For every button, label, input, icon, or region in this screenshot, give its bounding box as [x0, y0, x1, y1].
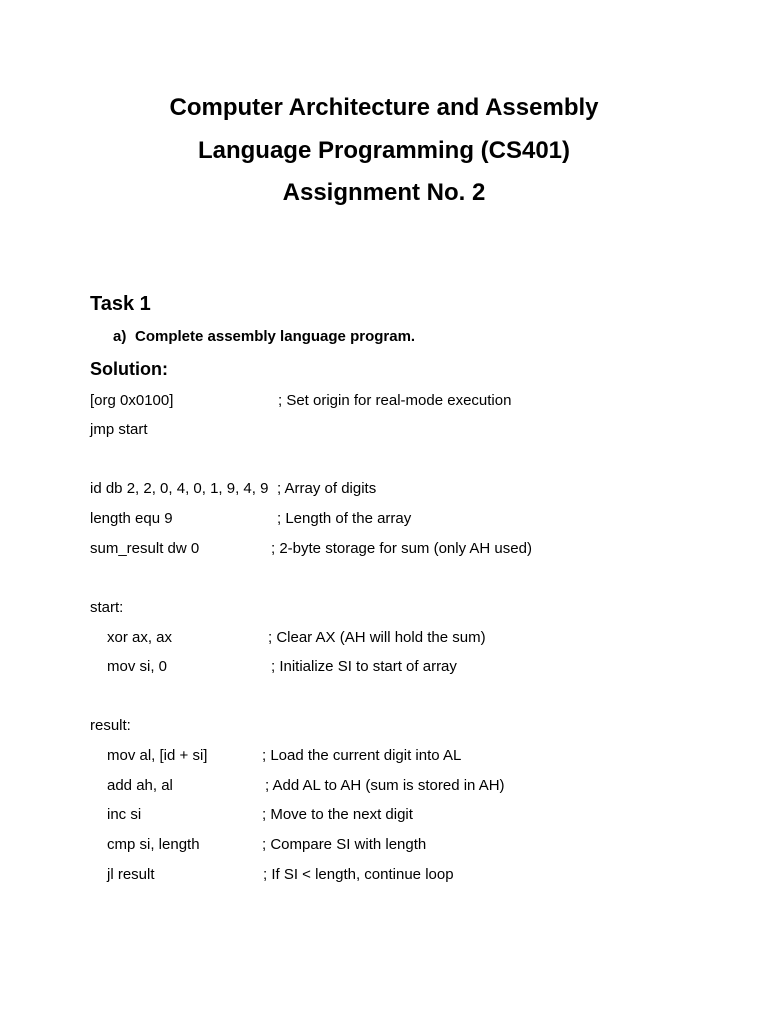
code-comment: ; Compare SI with length — [262, 836, 427, 853]
code-line — [90, 599, 123, 617]
code-line — [107, 866, 454, 884]
code-text: jmp start — [90, 421, 148, 438]
code-text: inc si — [107, 806, 142, 823]
code-text: cmp si, length — [107, 836, 200, 853]
code-line — [90, 421, 148, 439]
code-line — [107, 629, 486, 647]
code-label: start: — [90, 599, 124, 616]
title-line-3: Assignment No. 2 — [282, 179, 486, 206]
code-comment: ; Set origin for real-mode execution — [278, 392, 512, 409]
code-comment: ; Move to the next digit — [262, 806, 413, 823]
code-comment: ; Clear AX (AH will hold the sum) — [268, 629, 486, 646]
code-comment: ; Initialize SI to start of array — [271, 658, 457, 675]
code-comment: ; Length of the array — [277, 510, 412, 527]
code-text: length equ 9 — [90, 510, 173, 527]
code-text: [org 0x0100] — [90, 392, 174, 409]
subtask-text: Complete assembly language program. — [135, 328, 416, 345]
task-heading: Task 1 — [90, 293, 151, 315]
code-label: result: — [90, 717, 131, 734]
code-text: mov al, [id + si] — [107, 747, 208, 764]
subtask-item — [113, 328, 415, 346]
code-comment: ; If SI < length, continue loop — [263, 866, 454, 883]
code-comment: ; Add AL to AH (sum is stored in AH) — [265, 777, 505, 794]
subtask-marker: a) — [113, 328, 127, 345]
code-line — [107, 836, 427, 854]
title-line-2: Language Programming (CS401) — [197, 137, 571, 164]
code-line — [107, 806, 413, 824]
code-line — [90, 540, 532, 558]
code-comment: ; Load the current digit into AL — [262, 747, 462, 764]
code-comment: ; Array of digits — [277, 480, 377, 497]
code-text: xor ax, ax — [107, 629, 173, 646]
solution-label: Solution: — [90, 359, 168, 379]
title-line-1: Computer Architecture and Assembly — [169, 94, 599, 121]
code-comment: ; 2-byte storage for sum (only AH used) — [271, 540, 532, 557]
code-line — [107, 777, 505, 795]
code-text: add ah, al — [107, 777, 173, 794]
code-line — [90, 392, 512, 410]
code-line — [90, 717, 131, 735]
code-line — [107, 747, 462, 765]
code-line — [107, 658, 457, 676]
code-line — [90, 480, 377, 498]
code-text: jl result — [107, 866, 155, 883]
code-line — [90, 510, 412, 528]
code-text: sum_result dw 0 — [90, 540, 200, 557]
code-text: mov si, 0 — [107, 658, 168, 675]
code-text: id db 2, 2, 0, 4, 0, 1, 9, 4, 9 — [90, 480, 269, 497]
